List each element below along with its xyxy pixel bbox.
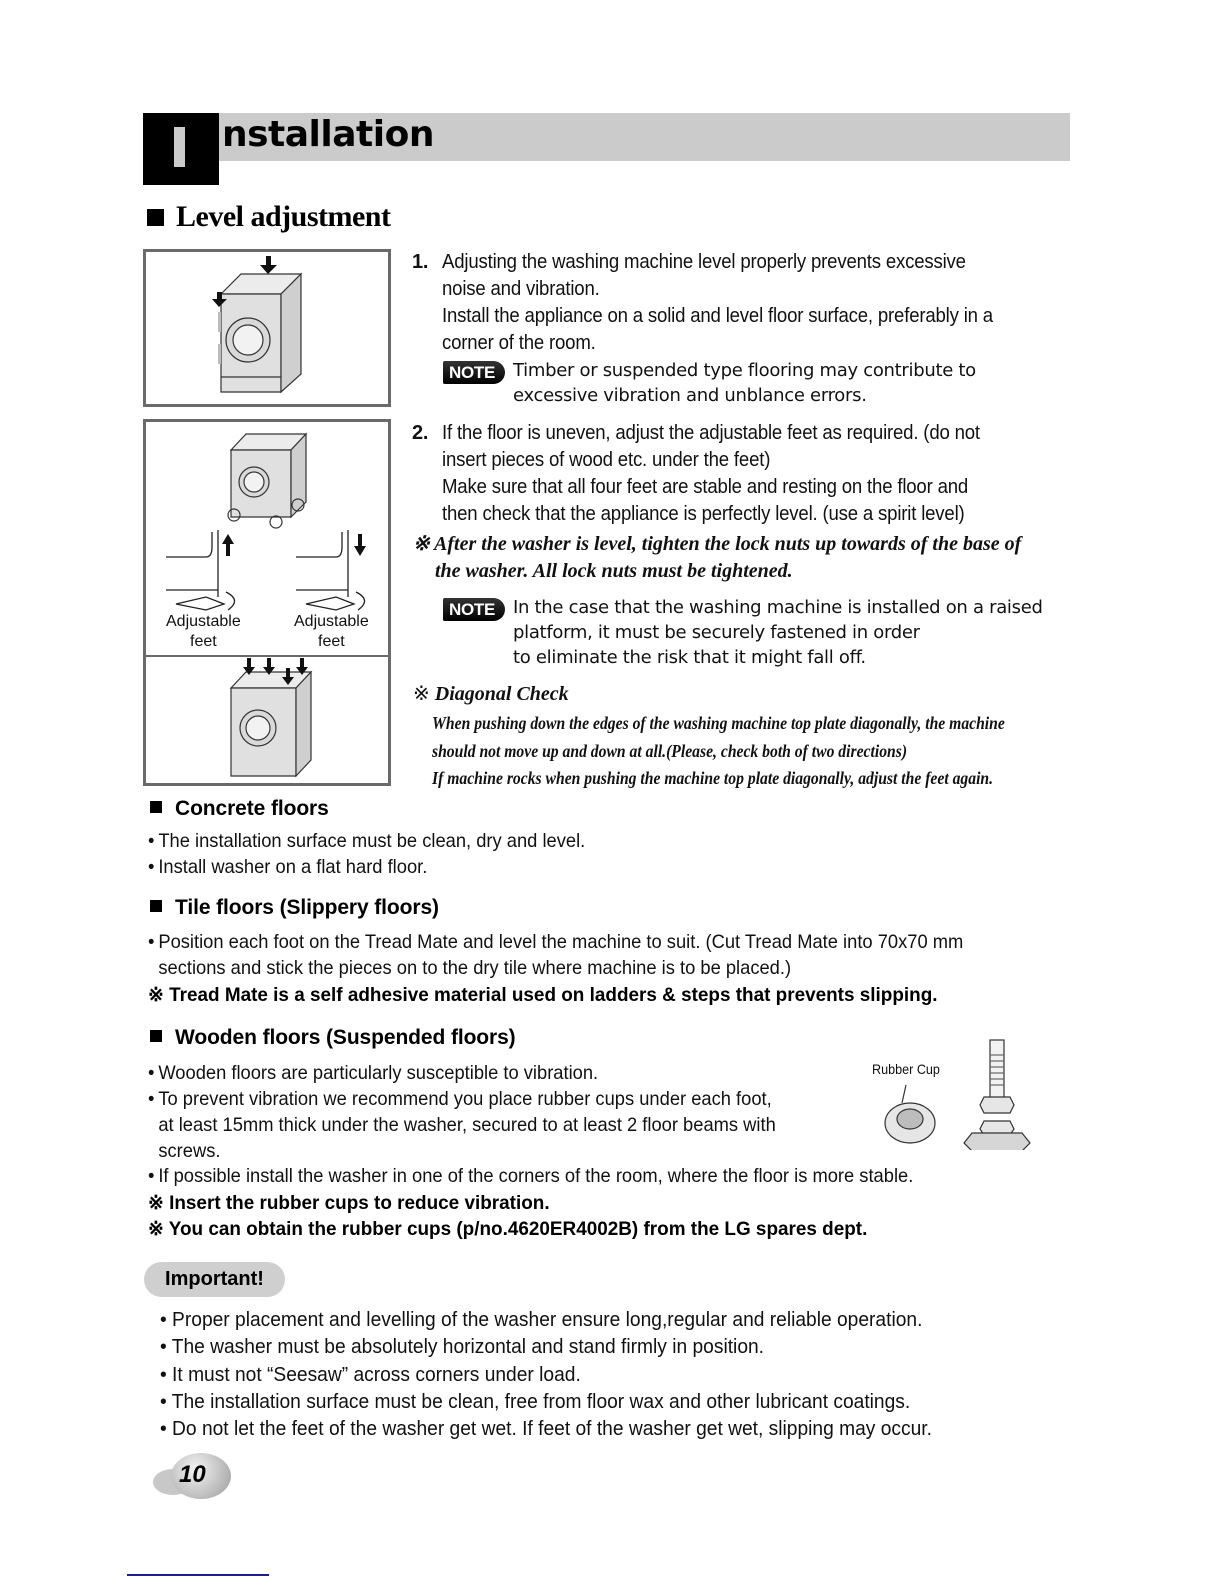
lock-nut-note: ※ After the washer is level, tighten the lock nuts up towards of the base of the washer. All lock nuts must be tightened. — [413, 533, 1022, 582]
important-item: • Proper placement and levelling of the washer ensure long,regular and reliable operation. — [160, 1309, 923, 1331]
note-badge-icon: NOTE — [443, 598, 505, 621]
rubber-cup-label: Rubber Cup — [872, 1061, 940, 1077]
page-number: 10 — [179, 1461, 206, 1488]
tread-mate-note: ※ Tread Mate is a self adhesive material used on ladders & steps that prevents slipping. — [148, 984, 938, 1006]
rubber-cup-illustration — [880, 1035, 1040, 1150]
diagonal-check-title: Diagonal Check — [434, 683, 569, 705]
square-bullet-icon — [150, 900, 162, 912]
note-raised-platform: NOTE In the case that the washing machine is installed on a raised platform, it must be securely fastened in order to eliminate the risk that it might fall off. — [443, 595, 1043, 670]
wooden-bullet: • Wooden floors are particularly susceptible to vibration. — [148, 1062, 599, 1084]
washer-illustration — [146, 252, 388, 404]
important-item: • The washer must be absolutely horizontal and stand firmly in position. — [160, 1336, 765, 1359]
up-arrow-icon — [226, 542, 230, 556]
note-timber-flooring: NOTE Timber or suspended type flooring may contribute to excessive vibration and unblance errors. — [443, 358, 976, 408]
important-item: • Do not let the feet of the washer get wet. If feet of the washer get wet, slipping may occur. — [160, 1418, 932, 1441]
wooden-bullet: • To prevent vibration we recommend you place rubber cups under each foot, at least 15mm thick under the washer, secured to at least 2 floor beams with screws. — [148, 1088, 776, 1162]
square-bullet-icon — [150, 801, 162, 813]
page-number-badge — [153, 1453, 233, 1499]
diagonal-check-illustration — [146, 658, 388, 786]
down-arrow-icon — [358, 534, 362, 548]
concrete-bullet: • The installation surface must be clean, dry and level. — [148, 830, 586, 852]
wooden-bullet: • If possible install the washer in one of the corners of the room, where the floor is more stable. — [148, 1165, 914, 1187]
note-badge-icon: NOTE — [443, 361, 505, 384]
important-item: • It must not “Seesaw” across corners under load. — [160, 1363, 581, 1386]
concrete-floors-title: Concrete floors — [150, 797, 329, 821]
tile-floors-title: Tile floors (Slippery floors) — [150, 896, 439, 920]
wooden-floors-title: Wooden floors (Suspended floors) — [150, 1026, 516, 1050]
important-badge: Important! — [144, 1262, 285, 1297]
square-bullet-icon — [147, 209, 164, 226]
figure-divider — [146, 655, 388, 657]
diagonal-check-body: When pushing down the edges of the washing machine top plate diagonally, the machine should not move up and down at all.(Please, check both of two directions) If machine rocks when pushing the machine top plate diagonally, adjust the feet again. — [432, 713, 1005, 788]
concrete-bullet: • Install washer on a flat hard floor. — [148, 856, 428, 878]
footer-rule — [127, 1574, 269, 1576]
reference-mark-icon: ※ — [413, 533, 430, 555]
important-item: • The installation surface must be clean, free from floor wax and other lubricant coatings. — [160, 1390, 911, 1413]
adjustable-feet-label-left: Adjustable feet — [166, 613, 241, 650]
page-title: nstallation — [222, 114, 434, 155]
figure-adjustable-feet — [143, 419, 391, 786]
spares-note: ※ You can obtain the rubber cups (p/no.4620ER4002B) from the LG spares dept. — [148, 1218, 868, 1240]
header-initial-letter — [174, 127, 185, 167]
adjustable-feet-label-right: Adjustable feet — [294, 613, 369, 650]
tile-bullet: • Position each foot on the Tread Mate and level the machine to suit. (Cut Tread Mate into 70x70 mm sections and stick the pieces on to the dry tile where machine is to be placed.) — [148, 931, 964, 979]
step-2: 2. If the floor is uneven, adjust the adjustable feet as required. (do not insert pieces of wood etc. under the feet) Make sure that all four feet are stable and resting on the floor and then check that the appliance is perfectly level. (use a spirit level) — [412, 422, 980, 525]
diagonal-check — [413, 681, 569, 707]
section-title: Level adjustment — [147, 200, 390, 234]
important-list — [160, 1307, 932, 1443]
step-1: 1. Adjusting the washing machine level properly prevents excessive noise and vibration. Install the appliance on a solid and level floor surface, preferably in a corner of the room. — [412, 251, 993, 354]
square-bullet-icon — [150, 1030, 162, 1042]
rubber-cup-note: ※ Insert the rubber cups to reduce vibration. — [148, 1192, 550, 1214]
reference-mark-icon: ※ — [413, 683, 430, 705]
figure-washer-level — [143, 249, 391, 407]
